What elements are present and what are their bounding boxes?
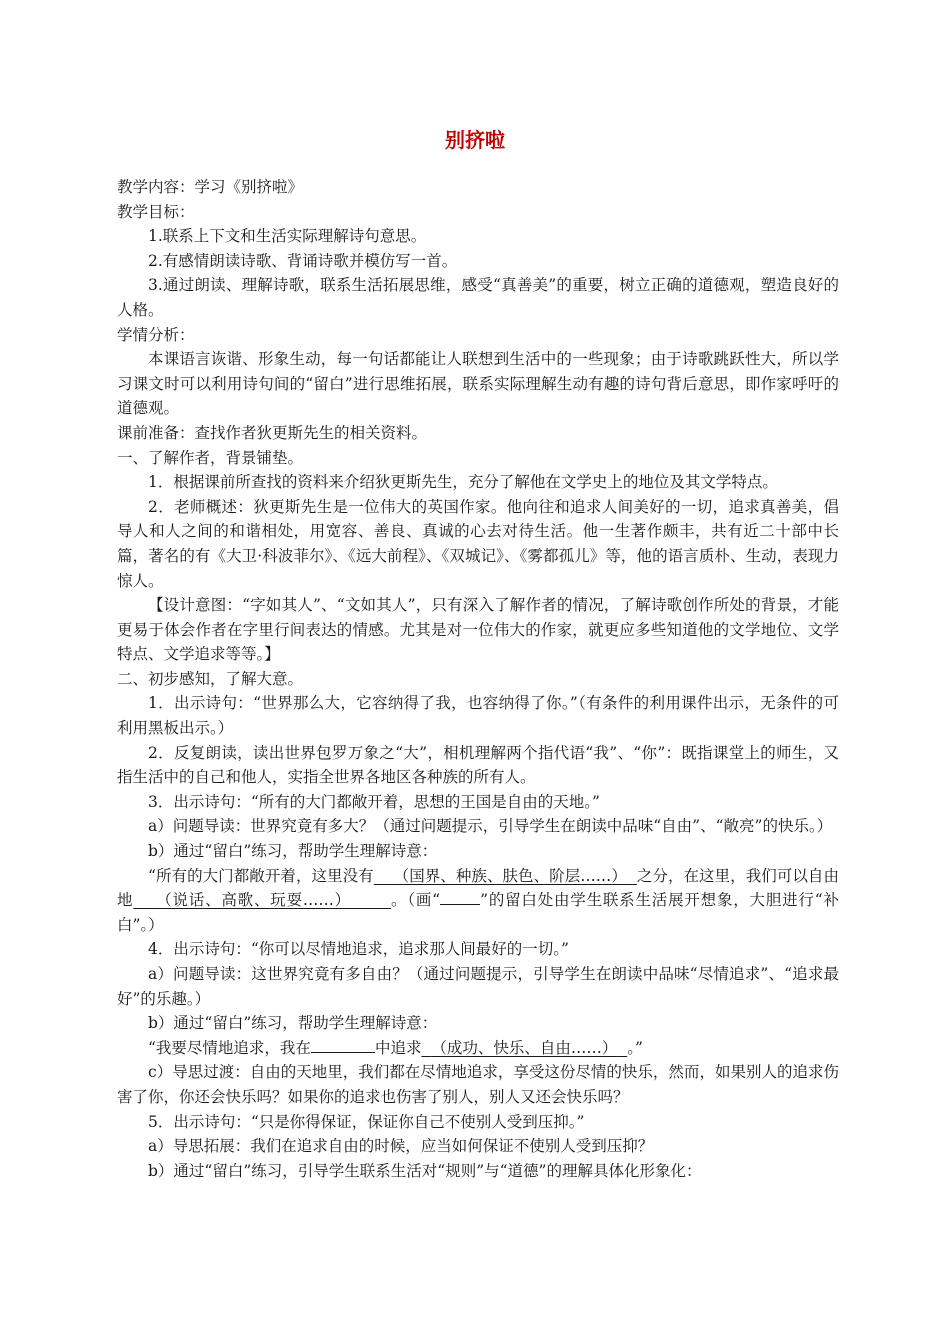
section-1-heading: 一、了解作者，背景铺垫。 [117, 448, 304, 467]
fill2-text-a: “我要尽情地追求，我在 [148, 1038, 311, 1057]
section-2-item-5: 5．出示诗句：“只是你得保证，保证你自己不使别人受到压抑。” [148, 1112, 585, 1131]
section-2-item-4a: a）问题导读：这世界究竟有多自由？（通过问题提示，引导学生在朗读中品味“尽情追求”、“追求最好”的乐趣。） [117, 965, 839, 1008]
section-2-item-2: 2．反复朗读，读出世界包罗万象之“大”，相机理解两个指代语“我”、“你”：既指课堂上的师生，又指生活中的自己和他人，实指全世界各地区各种族的所有人。 [117, 743, 839, 787]
fill1-answer-2: （说话、高歌、玩耍……） [156, 891, 351, 910]
section-1-item-1: 1．根据课前所查找的资料来介绍狄更斯先生，充分了解他在文学史上的地位及其文学特点。 [148, 473, 778, 492]
fill-exercise-2 [117, 1036, 839, 1061]
section-2-item-5b: b）通过“留白”练习，引导学生联系生活对“规则”与“道德”的理解具体化形象化： [148, 1161, 702, 1180]
goal-3: 3.通过朗读、理解诗歌，联系生活拓展思维，感受“真善美”的重要，树立正确的道德观，塑造良好的人格。 [117, 276, 839, 319]
fill1-blank-2 [133, 891, 391, 909]
teaching-content: 教学内容：学习《别挤啦》 [117, 178, 304, 196]
preparation: 课前准备：查找作者狄更斯先生的相关资料。 [117, 423, 428, 442]
section-1-item-2: 2．老师概述：狄更斯先生是一位伟大的英国作家。他向往和追求人间美好的一切，追求真善美，倡导人和人之间的和谐相处，用宽容、善良、真诚的心去对待生活。他一生著作颇丰，共有近二十部中长篇，著名的有《大卫·科波菲尔》、《远大前程》、《双城记》、《雾都孤儿》等，他的语言质朴、生动，表现力惊人。 [117, 497, 839, 590]
fill2-blank-1 [311, 1036, 375, 1053]
fill2-text-b: 中追求 [374, 1038, 422, 1057]
document-title: 别挤啦 [445, 128, 505, 152]
document-body [117, 175, 839, 1183]
fill2-answer: （成功、快乐、自由……） [431, 1038, 618, 1057]
fill1-answer-1: （国界、种族、肤色、阶层……） [393, 866, 627, 885]
fill-exercise-1 [117, 864, 839, 938]
section-2-item-4: 4．出示诗句：“你可以尽情地追求，追求那人间最好的一切。” [148, 940, 569, 959]
fill1-text-f: ”的留白处由学生联系生活展开想象，大胆进行“补白”。） [117, 891, 839, 934]
section-2-item-3: 3．出示诗句：“所有的大门都敞开着，思想的王国是自由的天地。” [148, 792, 600, 811]
fill1-text-e: 。（画“ [391, 891, 441, 910]
goals-heading: 教学目标： [117, 202, 195, 221]
section-2-item-3a: a）问题导读：世界究竟有多大？（通过问题提示，引导学生在朗读中品味“自由”、“敞亮”的快乐。） [148, 817, 833, 836]
section-2-heading: 二、初步感知，了解大意。 [117, 669, 304, 688]
analysis-heading: 学情分析： [117, 325, 195, 344]
fill1-text-a: “所有的大门都敞开着，这里没有 [148, 866, 374, 885]
section-2-item-3b: b）通过“留白”练习，帮助学生理解诗意： [148, 842, 438, 861]
fill1-blank-1 [374, 867, 637, 885]
design-intent: 【设计意图：“字如其人”、“文如其人”，只有深入了解作者的情况，了解诗歌创作所处的背景，才能更易于体会作者在字里行间表达的情感。尤其是对一位伟大的作家，就更应多些知道他的文学地位、文学特点、文学追求等等。】 [117, 596, 839, 664]
analysis-text: 本课语言诙谐、形象生动，每一句话都能让人联想到生活中的一些现象；由于诗歌跳跃性大，所以学习课文时可以利用诗句间的“留白”进行思维拓展，联系实际理解生动有趣的诗句背后意思，即作家呼吁的道德观。 [117, 350, 839, 418]
section-2-item-4c: c）导思过渡：自由的天地里，我们都在尽情地追求，享受这份尽情的快乐，然而，如果别人的追求伤害了你，你还会快乐吗？如果你的追求也伤害了别人，别人又还会快乐吗？ [117, 1063, 839, 1106]
fill1-blank-sample [440, 888, 480, 905]
fill2-blank-2 [421, 1039, 627, 1057]
fill2-text-d: 。” [627, 1038, 643, 1057]
section-2-item-4b: b）通过“留白”练习，帮助学生理解诗意： [148, 1014, 438, 1033]
section-2-item-1: 1．出示诗句：“世界那么大，它容纳得了我，也容纳得了你。”（有条件的利用课件出示，无条件的可利用黑板出示。） [117, 694, 839, 738]
section-2-item-5a: a）导思拓展：我们在追求自由的时候，应当如何保证不使别人受到压抑？ [148, 1137, 654, 1156]
goal-2: 2.有感情朗读诗歌、背诵诗歌并模仿写一首。 [148, 251, 458, 270]
fill1-text-c: 之分，在这里，我们可以自由地 [117, 866, 839, 910]
goal-1: 1.联系上下文和生活实际理解诗句意思。 [148, 227, 427, 246]
